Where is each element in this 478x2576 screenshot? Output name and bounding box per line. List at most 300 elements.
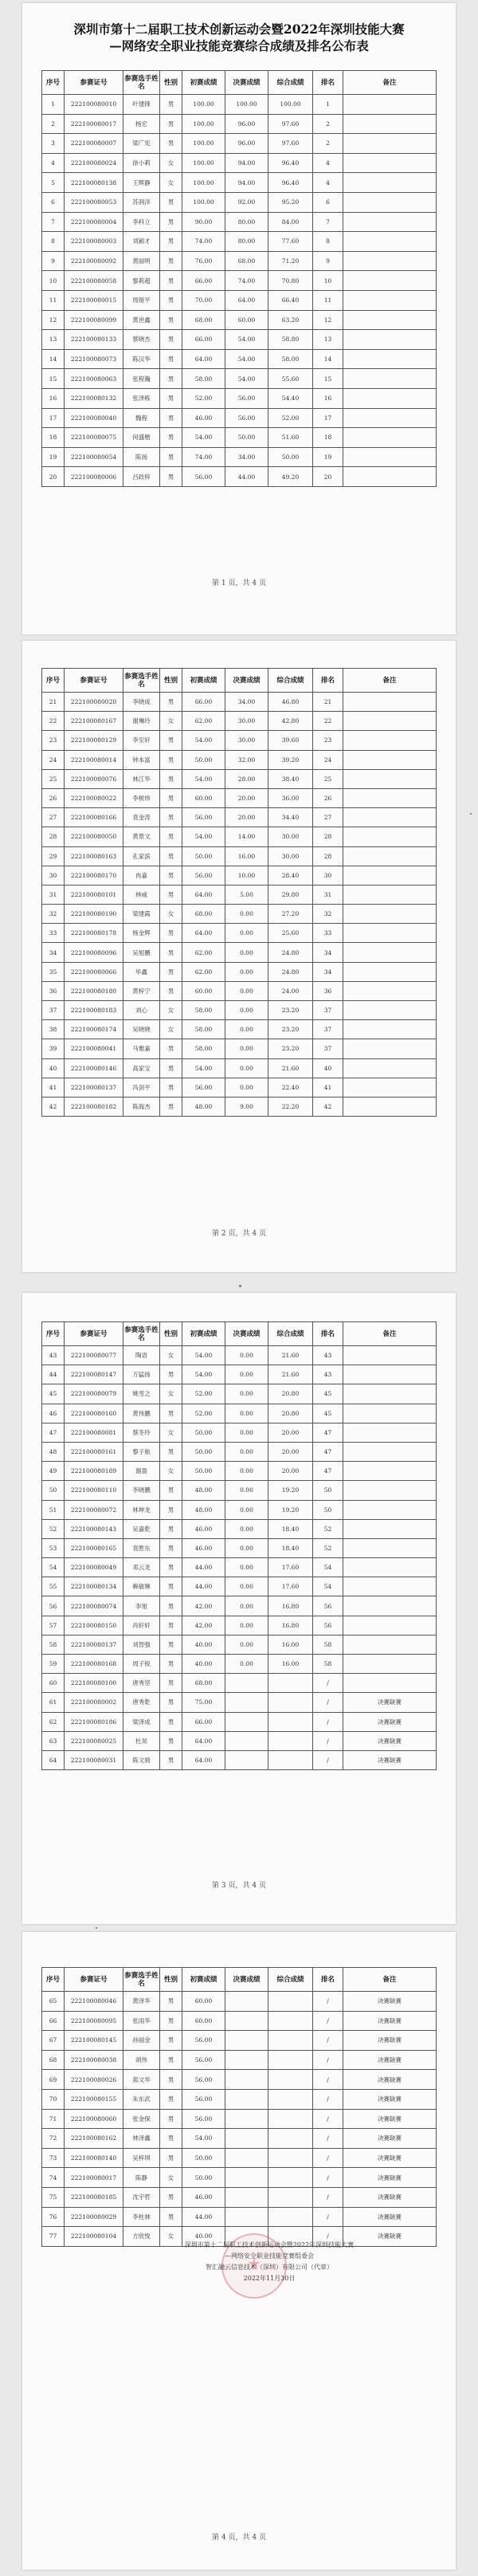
table-cell: 男	[160, 369, 182, 389]
table-cell: 邓云龙	[123, 1558, 160, 1577]
table-cell: 56.00	[182, 467, 225, 487]
table-row	[42, 1404, 437, 1423]
table-cell: 0.00	[225, 1001, 268, 1020]
table-cell: 决赛缺赛	[343, 2148, 437, 2168]
table-row	[42, 924, 437, 943]
table-cell: 陈文骑	[123, 1750, 160, 1769]
table-cell: 0.00	[225, 1481, 268, 1500]
table-cell: 222100080186	[65, 1712, 123, 1731]
table-cell: 梁建霞	[123, 905, 160, 924]
table-cell: 97.60	[268, 114, 313, 134]
table-cell: 24	[42, 750, 65, 769]
table-cell: 27	[42, 808, 65, 827]
table-row	[42, 1001, 437, 1020]
table-cell: /	[313, 2187, 343, 2207]
table-row	[42, 310, 437, 330]
table-cell: 52.00	[182, 388, 225, 408]
table-cell: 222100080014	[65, 750, 123, 769]
table-cell: 100.00	[182, 114, 225, 134]
table-cell: 0.00	[225, 1020, 268, 1039]
table-cell: 赖敏琳	[123, 1577, 160, 1596]
table-cell: 222100080183	[65, 1001, 123, 1020]
table-cell: 77	[42, 2227, 65, 2247]
table-cell: 222100080072	[65, 1500, 123, 1519]
table-cell: 51.60	[268, 428, 313, 448]
table-cell: 7	[313, 212, 343, 232]
table-row	[42, 1596, 437, 1616]
table-cell: 决赛缺赛	[343, 2187, 437, 2207]
table-cell: 46.00	[182, 1538, 225, 1557]
table-row	[42, 95, 437, 115]
table-cell	[225, 2148, 268, 2168]
table-cell: 男	[160, 1097, 182, 1116]
table-cell: 31	[313, 885, 343, 904]
table-cell: 决赛缺赛	[343, 2011, 437, 2031]
table-cell: 20	[313, 467, 343, 487]
table-cell: 46.00	[182, 408, 225, 428]
table-cell: 66.40	[268, 290, 313, 310]
column-header: 性别	[160, 1322, 182, 1346]
table-cell: 苏润洋	[123, 192, 160, 212]
table-cell: 46	[42, 1404, 65, 1423]
table-cell: 决赛缺赛	[343, 2227, 437, 2247]
table-row	[42, 788, 437, 807]
table-cell: 16	[313, 388, 343, 408]
table-cell: 48	[42, 1442, 65, 1461]
table-cell: 71	[42, 2109, 65, 2129]
table-cell: 男	[160, 1519, 182, 1538]
table-cell: 48.00	[182, 1097, 225, 1116]
table-cell: 58.00	[182, 1001, 225, 1020]
table-cell: 女	[160, 2168, 182, 2188]
table-cell: 26	[313, 788, 343, 807]
table-row	[42, 1616, 437, 1635]
table-cell: 222100080101	[65, 885, 123, 904]
table-cell: 男	[160, 1616, 182, 1635]
table-cell: 吴嘉乾	[123, 1519, 160, 1538]
table-cell: 男	[160, 95, 182, 115]
table-cell: 决赛缺赛	[343, 1731, 437, 1750]
table-cell	[343, 1346, 437, 1365]
table-cell: 男	[160, 1058, 182, 1078]
table-cell: 22.20	[268, 1097, 313, 1116]
table-cell: 222100080026	[65, 2070, 123, 2090]
table-cell	[225, 2070, 268, 2090]
table-cell: 林江华	[123, 769, 160, 788]
table-cell	[343, 1538, 437, 1557]
table-cell: 15	[42, 369, 65, 389]
table-cell: /	[313, 1712, 343, 1731]
table-cell: 男	[160, 232, 182, 252]
table-cell: 李科立	[123, 212, 160, 232]
table-cell	[343, 330, 437, 350]
table-row	[42, 962, 437, 981]
table-cell	[343, 1423, 437, 1442]
table-row	[42, 846, 437, 866]
table-cell: 47	[42, 1423, 65, 1442]
table-cell: 222100080145	[65, 2031, 123, 2051]
column-header: 决赛成绩	[225, 1322, 268, 1346]
table-cell: 谢琳玲	[123, 712, 160, 731]
table-row	[42, 192, 437, 212]
table-cell: 男	[160, 2129, 182, 2149]
table-cell: 男	[160, 310, 182, 330]
table-cell	[268, 1750, 313, 1769]
table-cell: 18	[42, 428, 65, 448]
table-cell	[343, 943, 437, 962]
table-cell: 222100080050	[65, 827, 123, 846]
table-cell: 100.00	[182, 153, 225, 173]
table-cell: 24.80	[268, 962, 313, 981]
table-cell	[343, 1442, 437, 1461]
table-cell: 39.60	[268, 731, 313, 750]
table-cell: 谢盈	[123, 1462, 160, 1481]
table-cell: 黎莉超	[123, 271, 160, 291]
table-cell: 52	[313, 1519, 343, 1538]
table-cell: 0.00	[225, 1558, 268, 1577]
table-cell: 54.00	[225, 330, 268, 350]
table-cell: 陈静	[123, 2168, 160, 2188]
table-cell: 222100080137	[65, 1078, 123, 1097]
table-cell: 66.00	[182, 330, 225, 350]
table-cell: 32	[313, 905, 343, 924]
table-row	[42, 114, 437, 134]
signature-date: 2022年11月30日	[243, 2275, 296, 2282]
table-cell: 男	[160, 192, 182, 212]
table-row	[42, 2011, 437, 2031]
table-cell: 36	[313, 981, 343, 1000]
table-cell: 74.00	[225, 271, 268, 291]
table-row	[42, 1423, 437, 1442]
document-page-4	[22, 1932, 456, 2570]
table-cell: 0.00	[225, 924, 268, 943]
table-cell: 56	[313, 1616, 343, 1635]
table-cell: 222100080054	[65, 447, 123, 467]
table-cell: 222100080029	[65, 2207, 123, 2227]
table-cell: 男	[160, 1750, 182, 1769]
table-row	[42, 1500, 437, 1519]
table-cell: 222100080073	[65, 349, 123, 369]
table-cell: /	[313, 2148, 343, 2168]
table-cell: 男	[160, 114, 182, 134]
table-cell: 20.80	[268, 1404, 313, 1423]
table-cell: 60.00	[182, 981, 225, 1000]
table-cell: 54.00	[182, 1346, 225, 1365]
table-cell: 男	[160, 349, 182, 369]
table-cell	[268, 2089, 313, 2109]
table-cell: 男	[160, 769, 182, 788]
table-cell: 冯剑平	[123, 1078, 160, 1097]
table-cell: 肖轩轩	[123, 1616, 160, 1635]
table-cell: 55.60	[268, 369, 313, 389]
table-cell	[343, 885, 437, 904]
table-cell: 69	[42, 2070, 65, 2090]
table-cell: 21.60	[268, 1058, 313, 1078]
table-cell: 222100080017	[65, 2168, 123, 2188]
table-cell: 男	[160, 1404, 182, 1423]
page-footer: 第 2 页，共 4 页	[212, 1230, 266, 1238]
table-row	[42, 447, 437, 467]
table-cell: 女	[160, 173, 182, 193]
table-cell: 钟本富	[123, 750, 160, 769]
table-cell: 52.00	[268, 408, 313, 428]
table-cell: 张雨华	[123, 2011, 160, 2031]
column-header: 排名	[313, 1322, 343, 1346]
table-cell	[343, 271, 437, 291]
column-header: 参赛选手姓名	[123, 71, 160, 95]
table-cell: 222100080020	[65, 693, 123, 712]
table-cell: 21	[42, 693, 65, 712]
table-cell: 女	[160, 1020, 182, 1039]
table-cell: 23.20	[268, 1020, 313, 1039]
table-cell: 林泽鑫	[123, 2129, 160, 2149]
table-cell: 68.00	[182, 905, 225, 924]
table-cell: 18.40	[268, 1538, 313, 1557]
table-cell: 20	[42, 467, 65, 487]
table-cell: 42	[313, 1097, 343, 1116]
table-cell: 吴梓琪	[123, 2148, 160, 2168]
table-cell: 魏程	[123, 408, 160, 428]
table-row	[42, 1519, 437, 1538]
table-cell: 24.00	[268, 981, 313, 1000]
column-header: 性别	[160, 1968, 182, 1992]
table-cell: 28.40	[268, 866, 313, 885]
table-cell: 男	[160, 2109, 182, 2129]
table-cell: /	[313, 1992, 343, 2012]
table-cell: 决赛缺赛	[343, 1992, 437, 2012]
table-cell: 20.00	[268, 1462, 313, 1481]
table-cell: 叶建锋	[123, 95, 160, 115]
table-cell: 17	[42, 408, 65, 428]
table-header-row	[42, 669, 437, 693]
table-cell: 吴旭鹏	[123, 943, 160, 962]
table-cell: 5.00	[225, 885, 268, 904]
table-cell: 50.00	[182, 1442, 225, 1461]
table-cell: 96.40	[268, 153, 313, 173]
table-cell: 222100080163	[65, 846, 123, 866]
table-cell: 男	[160, 388, 182, 408]
table-cell	[343, 712, 437, 731]
table-row	[42, 2129, 437, 2149]
table-cell: 女	[160, 1384, 182, 1404]
table-cell: 男	[160, 447, 182, 467]
table-cell	[343, 212, 437, 232]
column-header: 参赛选手姓名	[123, 1968, 160, 1992]
table-cell: 决赛缺赛	[343, 2070, 437, 2090]
table-cell	[343, 905, 437, 924]
table-cell: 男	[160, 134, 182, 154]
table-cell: 50.00	[182, 750, 225, 769]
table-cell: 男	[160, 2050, 182, 2070]
table-cell: 74	[42, 2168, 65, 2188]
table-cell: 19	[42, 447, 65, 467]
column-header: 决赛成绩	[225, 71, 268, 95]
table-cell	[225, 2187, 268, 2207]
table-cell: 54.00	[225, 369, 268, 389]
table-cell: 222100080185	[65, 2187, 123, 2207]
table-cell: 0.00	[225, 905, 268, 924]
table-cell: 40.00	[182, 1635, 225, 1654]
table-cell: 黄丽明	[123, 251, 160, 271]
table-cell: 19.20	[268, 1481, 313, 1500]
table-cell: 16	[42, 388, 65, 408]
table-cell: 14.00	[225, 827, 268, 846]
table-cell: 30	[42, 866, 65, 885]
table-cell: 222100080161	[65, 1442, 123, 1461]
table-cell: 女	[160, 1423, 182, 1442]
table-cell	[343, 769, 437, 788]
table-cell: 222100080155	[65, 2089, 123, 2109]
page-footer: 第 3 页，共 4 页	[212, 1882, 266, 1890]
table-cell	[343, 788, 437, 807]
table-cell: 222100080040	[65, 408, 123, 428]
table-cell: 袁胜东	[123, 1538, 160, 1557]
title-line-1: 深圳市第十二届职工技术创新运动会暨2022年深圳技能大赛	[73, 22, 405, 37]
column-header: 初赛成绩	[182, 669, 225, 693]
table-cell: 33	[313, 924, 343, 943]
table-cell: 70	[42, 2089, 65, 2109]
table-cell: 0.00	[225, 1078, 268, 1097]
table-cell: 54.00	[182, 1058, 225, 1078]
table-cell: 90.00	[182, 212, 225, 232]
table-cell: 58.00	[182, 369, 225, 389]
table-row	[42, 1078, 437, 1097]
table-cell: 女	[160, 153, 182, 173]
table-cell: 222100080162	[65, 2129, 123, 2149]
table-cell: 34.40	[268, 808, 313, 827]
table-cell: 76.00	[182, 251, 225, 271]
table-cell: 男	[160, 866, 182, 885]
table-cell: 65	[42, 1992, 65, 2012]
table-cell: 64.00	[182, 1750, 225, 1769]
table-row	[42, 290, 437, 310]
table-cell: /	[313, 1750, 343, 1769]
table-cell: 30.00	[225, 731, 268, 750]
table-cell: 56.00	[182, 808, 225, 827]
table-cell: 222100080182	[65, 1097, 123, 1116]
table-cell: 64.00	[182, 349, 225, 369]
table-row	[42, 1020, 437, 1039]
table-cell: 11	[313, 290, 343, 310]
table-cell	[225, 2168, 268, 2188]
table-cell: 60.00	[225, 310, 268, 330]
table-cell: 11	[42, 290, 65, 310]
table-cell	[343, 1674, 437, 1693]
table-cell: 0.00	[225, 1538, 268, 1557]
table-cell: 44.00	[182, 2207, 225, 2227]
table-cell: 男	[160, 962, 182, 981]
table-cell: 16.00	[225, 846, 268, 866]
table-cell: 222100080066	[65, 962, 123, 981]
table-cell: 女	[160, 1346, 182, 1365]
table-row	[42, 408, 437, 428]
table-cell: 34	[313, 962, 343, 981]
table-row	[42, 769, 437, 788]
table-cell: 女	[160, 712, 182, 731]
table-row	[42, 330, 437, 350]
table-cell: 男	[160, 2070, 182, 2090]
table-cell: 28	[42, 827, 65, 846]
table-cell	[268, 2109, 313, 2129]
table-cell: 70.80	[268, 271, 313, 291]
table-cell: 222100080024	[65, 153, 123, 173]
table-cell	[343, 467, 437, 487]
table-cell: 54.00	[182, 769, 225, 788]
table-cell: 222100080143	[65, 1519, 123, 1538]
table-cell: 64.00	[182, 1731, 225, 1750]
table-cell	[343, 408, 437, 428]
table-cell: 刘智强	[123, 1635, 160, 1654]
table-cell: 28.00	[225, 769, 268, 788]
table-cell: 96.00	[225, 134, 268, 154]
table-cell: 男	[160, 1442, 182, 1461]
table-cell: 66	[42, 2011, 65, 2031]
table-cell	[225, 2011, 268, 2031]
table-cell: 222100080063	[65, 369, 123, 389]
table-cell	[343, 1404, 437, 1423]
table-cell: 222100080104	[65, 2227, 123, 2247]
table-cell: 22	[42, 712, 65, 731]
column-header: 初赛成绩	[182, 71, 225, 95]
document-page-1	[22, 3, 456, 634]
table-cell: 222100080190	[65, 905, 123, 924]
table-cell: 13	[313, 330, 343, 350]
table-cell: 41	[42, 1078, 65, 1097]
table-cell: 222100080129	[65, 731, 123, 750]
table-cell: 21.60	[268, 1365, 313, 1384]
table-cell	[225, 2109, 268, 2129]
table-cell: 31	[42, 885, 65, 904]
table-cell: 62	[42, 1712, 65, 1731]
table-cell: 222100080081	[65, 1423, 123, 1442]
table-cell: 男	[160, 1712, 182, 1731]
table-cell	[343, 1558, 437, 1577]
table-cell	[343, 1097, 437, 1116]
table-cell: 68.00	[182, 1674, 225, 1693]
table-row	[42, 2207, 437, 2227]
table-cell: 45	[313, 1384, 343, 1404]
document-page-2	[22, 641, 456, 1272]
table-cell: /	[313, 2031, 343, 2051]
table-cell	[343, 1384, 437, 1404]
table-cell: 19.20	[268, 1500, 313, 1519]
table-cell: 66.00	[182, 271, 225, 291]
table-cell: 34	[42, 943, 65, 962]
table-cell: 39.20	[268, 750, 313, 769]
table-cell: 46.00	[182, 2187, 225, 2207]
table-cell: 9	[42, 251, 65, 271]
table-cell: 男	[160, 1635, 182, 1654]
table-cell: 5	[42, 173, 65, 193]
table-cell: 周子锐	[123, 1655, 160, 1674]
table-cell: 28	[313, 827, 343, 846]
table-cell: 222100080140	[65, 2148, 123, 2168]
column-header: 排名	[313, 71, 343, 95]
table-cell: 0.00	[225, 1039, 268, 1058]
table-row	[42, 750, 437, 769]
table-cell: 王辉静	[123, 173, 160, 193]
table-cell: 38	[42, 1020, 65, 1039]
table-cell: 20.00	[225, 808, 268, 827]
table-row	[42, 808, 437, 827]
table-cell: 43	[313, 1365, 343, 1384]
table-cell: 陈汉华	[123, 349, 160, 369]
table-row	[42, 232, 437, 252]
table-cell	[225, 1712, 268, 1731]
table-cell: 222100080025	[65, 1731, 123, 1750]
table-cell: 17.60	[268, 1577, 313, 1596]
table-cell: 黄泽华	[123, 1992, 160, 2012]
